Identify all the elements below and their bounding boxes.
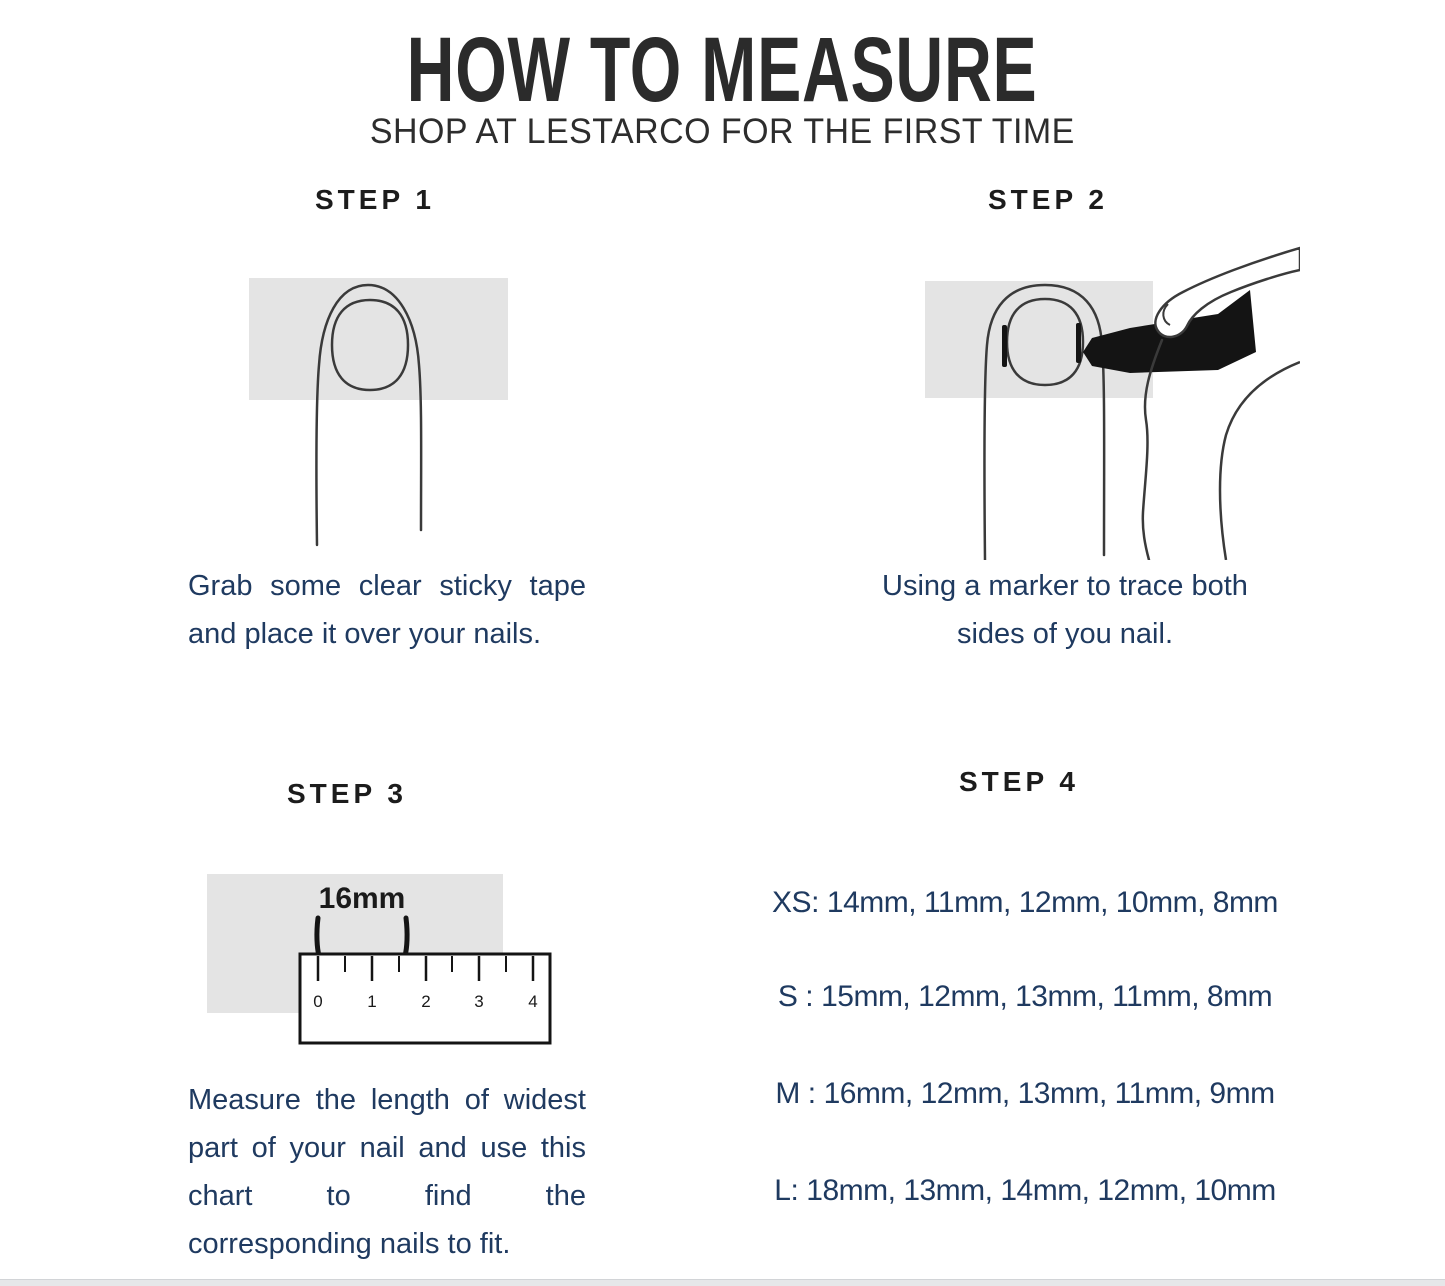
step3-caption xyxy=(188,1076,586,1268)
ruler-number: 0 xyxy=(313,992,323,1011)
caption-line: chart to find the xyxy=(188,1180,586,1212)
caption-line: Grab some clear sticky tape xyxy=(188,570,586,602)
size-values: 16mm, 12mm, 13mm, 11mm, 9mm xyxy=(823,1077,1275,1110)
bottom-edge-strip xyxy=(0,1279,1445,1286)
page-subtitle: SHOP AT LESTARCO FOR THE FIRST TIME xyxy=(370,112,1075,151)
step4-heading: STEP 4 xyxy=(959,766,1079,797)
step3-heading: STEP 3 xyxy=(287,778,407,809)
size-label: M : xyxy=(775,1077,816,1110)
size-row-s xyxy=(765,980,1285,1014)
size-row-m xyxy=(765,1077,1285,1111)
trace-mark-right xyxy=(405,918,407,956)
caption-line: Using a marker to trace both xyxy=(882,570,1248,602)
ruler-number: 4 xyxy=(528,992,538,1011)
ruler-number: 3 xyxy=(474,992,484,1011)
page-title: HOW TO MEASURE xyxy=(407,19,1038,121)
trace-mark-right xyxy=(1076,323,1081,363)
trace-mark-left xyxy=(317,918,319,956)
step2-heading: STEP 2 xyxy=(988,184,1108,215)
hand-outline xyxy=(1220,362,1300,560)
size-values: 14mm, 11mm, 12mm, 10mm, 8mm xyxy=(826,886,1278,919)
step3-ruler-illustration xyxy=(190,860,570,1060)
caption-line: sides of you nail. xyxy=(956,618,1173,650)
step1-finger-tape-illustration xyxy=(210,260,550,560)
step1-heading: STEP 1 xyxy=(315,184,435,215)
step2-caption xyxy=(866,562,1264,658)
step1-caption xyxy=(188,562,586,658)
size-label: L: xyxy=(774,1174,799,1207)
caption-line: Measure the length of widest xyxy=(188,1084,586,1116)
header xyxy=(0,19,1445,121)
caption-line: and place it over your nails. xyxy=(188,618,542,650)
ruler-number: 1 xyxy=(367,992,377,1011)
ruler-number: 2 xyxy=(421,992,431,1011)
step2-marker-trace-illustration xyxy=(900,230,1300,560)
tape-rect xyxy=(249,278,508,400)
size-values: 15mm, 12mm, 13mm, 11mm, 8mm xyxy=(821,980,1273,1013)
size-row-xs xyxy=(765,886,1285,920)
caption-line: corresponding nails to fit. xyxy=(188,1228,511,1260)
subtitle-wrap xyxy=(0,112,1445,152)
trace-mark-left xyxy=(1002,325,1007,367)
measurement-label: 16mm xyxy=(318,882,406,915)
caption-line: part of your nail and use this xyxy=(188,1132,586,1164)
size-row-l xyxy=(765,1174,1285,1208)
size-values: 18mm, 13mm, 14mm, 12mm, 10mm xyxy=(806,1174,1276,1207)
size-label: XS: xyxy=(772,886,819,919)
size-label: S : xyxy=(777,980,814,1013)
